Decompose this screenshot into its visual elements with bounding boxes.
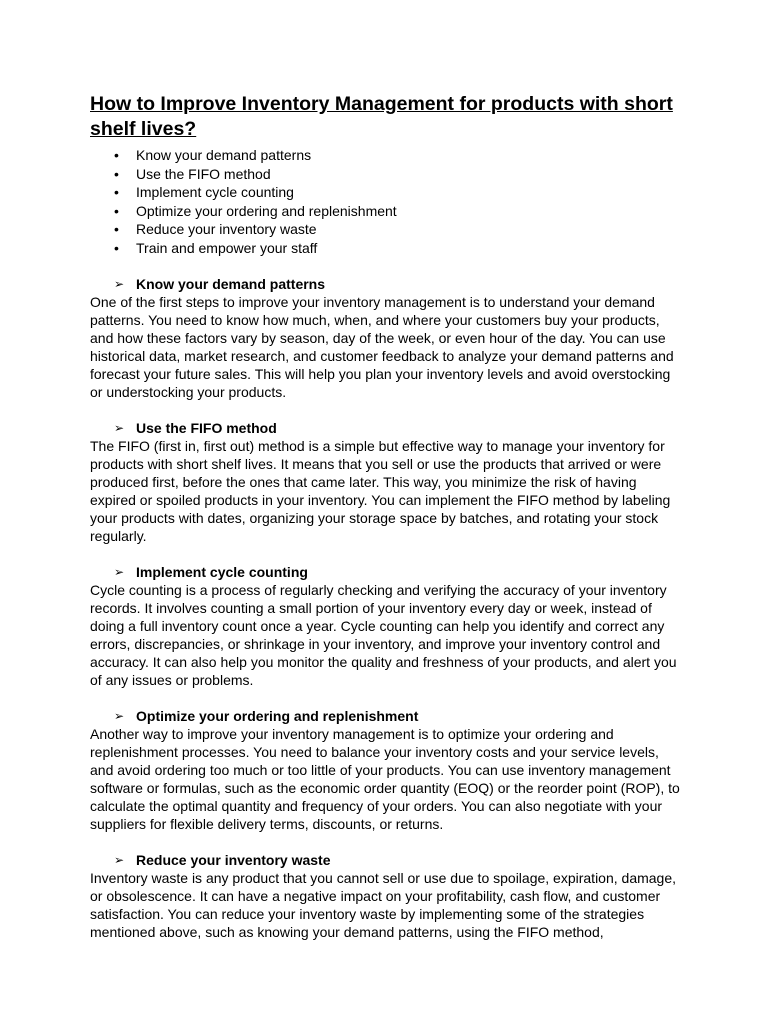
section-cycle-counting	[90, 563, 680, 689]
list-item	[90, 239, 680, 258]
section-ordering-replenishment	[90, 707, 680, 833]
section-heading	[90, 275, 680, 293]
bullet-icon: •	[114, 202, 119, 219]
section-heading-text: Implement cycle counting	[136, 564, 308, 580]
list-item-text: Use the FIFO method	[136, 165, 271, 182]
bullet-icon: •	[114, 147, 119, 163]
section-heading	[90, 419, 680, 437]
section-body: The FIFO (first in, first out) method is a simple but effective way to manage your inventory for products with short shelf lives. It means that you sell or use the products that arrived or were produced first, before the ones that came later. This way, you minimize the risk of having expired or spoiled products in your inventory. You can implement the FIFO method by labeling your products with dates, organizing your storage space by batches, and rotating your stock regularly.	[90, 438, 671, 544]
bullet-icon: •	[114, 221, 119, 237]
section-heading	[90, 563, 680, 581]
section-fifo-method	[90, 419, 680, 545]
section-heading-text: Use the FIFO method	[136, 420, 277, 436]
bullet-icon: •	[114, 184, 119, 200]
section-body: Inventory waste is any product that you cannot sell or use due to spoilage, expiration, damage, or obsolescence. It can have a negative impact on your profitability, cash flow, and customer satisfaction. You can reduce your inventory waste by implementing some of the strategies mentioned above, such as knowing your demand patterns, using the FIFO method,	[90, 870, 677, 940]
bullet-icon: •	[114, 165, 119, 182]
list-item-text: Implement cycle counting	[136, 184, 294, 200]
page-title: How to Improve Inventory Management for products with short shelf lives?	[90, 93, 673, 140]
section-heading-text: Reduce your inventory waste	[136, 852, 331, 868]
section-body: Another way to improve your inventory management is to optimize your ordering and replenishment processes. You need to balance your inventory costs and your service levels, and avoid ordering too much or too little of your products. You can use inventory management software or formulas, such as the economic order quantity (EOQ) or the reorder point (ROP), to calculate the optimal quantity and frequency of your orders. You can also negotiate with your suppliers for flexible delivery terms, discounts, or returns.	[90, 726, 680, 832]
section-heading	[90, 851, 680, 869]
list-item	[90, 202, 680, 221]
section-heading-text: Optimize your ordering and replenishment	[136, 708, 419, 724]
arrow-bullet-icon: ➢	[114, 565, 125, 579]
list-item-text: Optimize your ordering and replenishment	[136, 202, 397, 219]
list-item	[90, 146, 680, 165]
section-demand-patterns	[90, 275, 680, 401]
list-item	[90, 165, 680, 184]
arrow-bullet-icon: ➢	[114, 421, 125, 435]
section-body: One of the first steps to improve your inventory management is to understand your demand patterns. You need to know how much, when, and where your customers buy your products, and how these factors vary by season, day of the week, or even hour of the day. You can use historical data, market research, and customer feedback to analyze your demand patterns and forecast your future sales. This will help you plan your inventory levels and avoid overstocking or understocking your products.	[90, 294, 674, 400]
list-item	[90, 183, 680, 202]
arrow-bullet-icon: ➢	[114, 709, 125, 723]
summary-bullet-list	[90, 146, 680, 257]
arrow-bullet-icon: ➢	[114, 853, 125, 867]
section-body: Cycle counting is a process of regularly checking and verifying the accuracy of your inventory records. It involves counting a small portion of your inventory every day or week, instead of doing a full inventory count once a year. Cycle counting can help you identify and correct any errors, discrepancies, or shrinkage in your inventory, and improve your inventory control and accuracy. It can also help you monitor the quality and freshness of your products, and alert you of any issues or problems.	[90, 582, 677, 688]
list-item	[90, 220, 680, 239]
arrow-bullet-icon: ➢	[114, 277, 125, 291]
bullet-icon: •	[114, 239, 119, 256]
section-heading	[90, 707, 680, 725]
list-item-text: Know your demand patterns	[136, 147, 312, 163]
list-item-text: Reduce your inventory waste	[136, 221, 317, 237]
document-content	[90, 92, 680, 941]
list-item-text: Train and empower your staff	[136, 239, 318, 256]
section-inventory-waste	[90, 851, 680, 941]
section-heading-text: Know your demand patterns	[136, 276, 326, 292]
